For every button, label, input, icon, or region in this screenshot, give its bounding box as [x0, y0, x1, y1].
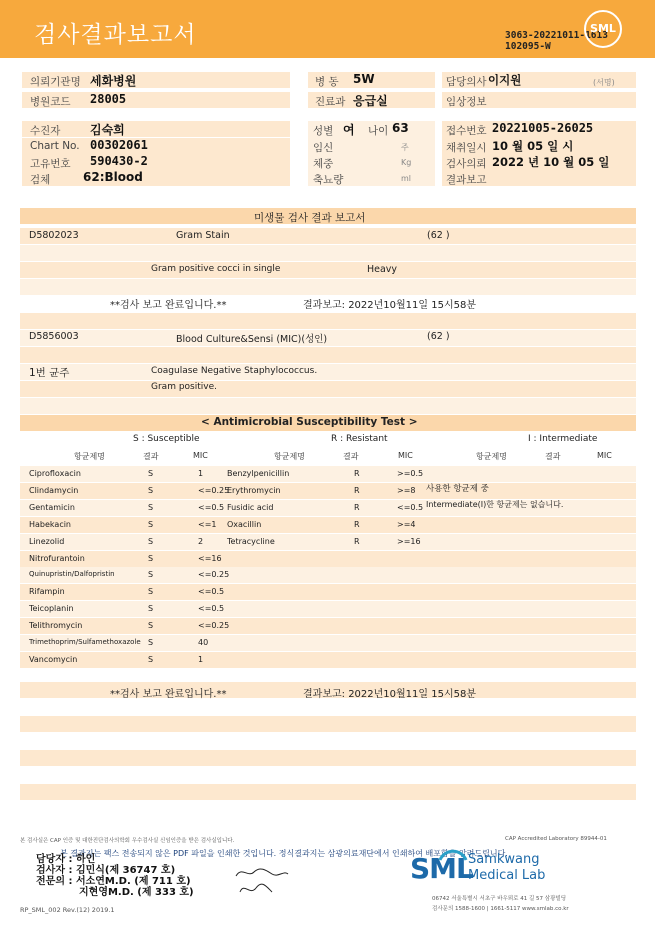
- age-label: 나이: [368, 125, 389, 137]
- ast-agent: Oxacillin: [227, 519, 262, 529]
- ast-result: S: [148, 536, 154, 546]
- urine-label: 축뇨량: [313, 174, 344, 186]
- col-mic-header: MIC: [193, 451, 208, 460]
- request-label: 검사의뢰: [446, 158, 487, 170]
- ast-agent: Nitrofurantoin: [29, 553, 85, 563]
- ast-agent: Rifampin: [29, 587, 65, 597]
- ast-agent: Tetracycline: [227, 536, 275, 546]
- ast-mic: >=16: [397, 536, 421, 546]
- dept-value: 응급실: [353, 94, 388, 108]
- ast-mic: <=0.25: [198, 621, 230, 631]
- preg-unit: 주: [401, 143, 409, 152]
- lab-name-1: Samkwang: [468, 852, 540, 867]
- test1-spec: (62 ): [427, 230, 450, 241]
- test2-spec: (62 ): [427, 331, 450, 342]
- ast-row-band: [20, 534, 636, 550]
- test2-code: D5856003: [29, 331, 79, 342]
- ast-agent: Teicoplanin: [29, 604, 74, 614]
- ast-row-band: [20, 652, 636, 668]
- ast-row-band: [20, 517, 636, 533]
- strain-name: Coagulase Negative Staphylococcus.: [151, 366, 318, 376]
- ast-result: S: [148, 519, 154, 529]
- tester: 검사자 : 김민식(제 36747 호): [36, 865, 176, 876]
- ast-result: S: [148, 485, 154, 495]
- dept-label: 진료과: [315, 96, 346, 108]
- reporter: 담당자 : 하인: [36, 854, 96, 865]
- band-row: [20, 330, 636, 346]
- ast-mic: >=8: [397, 485, 416, 495]
- sml-wordmark-icon: SML: [410, 852, 473, 885]
- sex-value: 여: [343, 123, 355, 137]
- ast-mic: 1: [198, 654, 204, 664]
- ast-agent: Ciprofloxacin: [29, 469, 81, 478]
- footer-cap: CAP Accredited Laboratory 89944-01: [505, 836, 607, 842]
- ast-result: S: [148, 621, 154, 631]
- ast-mic: <=0.25: [198, 570, 230, 580]
- ast-result: R: [354, 469, 360, 478]
- ast-agent: Erythromycin: [227, 485, 281, 495]
- preg-label: 임신: [313, 142, 334, 154]
- col-result-header: 결과: [143, 452, 159, 461]
- band-row: [20, 245, 636, 261]
- band-row: [20, 228, 636, 244]
- ast-result: S: [148, 469, 154, 478]
- ast-result: R: [354, 536, 360, 546]
- clinical-label: 임상정보: [446, 96, 487, 108]
- footer-cert-note: 본 검사실은 CAP 인증 및 대한진단검사의학회 우수검사실 신임인증을 받은 검사실입니다.: [20, 838, 235, 844]
- ast-mic: <=0.5: [198, 604, 225, 614]
- report-title: 검사결과보고서: [34, 22, 197, 48]
- age-value: 63: [392, 121, 409, 135]
- ast-agent: Clindamycin: [29, 485, 79, 495]
- band-row: [20, 364, 636, 380]
- ast-agent: Linezolid: [29, 536, 65, 546]
- ast-result: S: [148, 553, 154, 563]
- ast-row-band: [20, 483, 636, 499]
- lab-phone: 검사문의 1588-1600 | 1661-5117 www.smlab.co.kr: [432, 906, 569, 912]
- report-id-line1: 3063-20221011-1613: [505, 30, 608, 41]
- specimen-label: 검체: [30, 174, 51, 186]
- ast-agent: Vancomycin: [29, 654, 78, 664]
- legend-susceptible: S : Susceptible: [133, 434, 200, 444]
- ast-mic: <=16: [198, 553, 222, 563]
- doctor-value: 이지원: [488, 73, 522, 87]
- ast-agent: Fusidic acid: [227, 502, 274, 512]
- ast-agent: Habekacin: [29, 519, 72, 529]
- col-result-header: 결과: [343, 452, 359, 461]
- signature-icon: [232, 862, 292, 898]
- legend-intermediate: I : Intermediate: [528, 434, 598, 444]
- ast-mic: <=0.5: [198, 587, 225, 597]
- band-row: [20, 716, 636, 732]
- ast-result: S: [148, 638, 154, 647]
- code-label: 병원코드: [30, 96, 71, 108]
- band-row: [20, 279, 636, 295]
- ast-agent: Telithromycin: [29, 621, 83, 631]
- form-code: RP_SML_002 Rev.(12) 2019.1: [20, 906, 115, 914]
- ast-mic: <=1: [198, 519, 217, 529]
- ast-mic: 1: [198, 469, 204, 478]
- code-value: 28005: [90, 92, 127, 106]
- band-row: [20, 381, 636, 397]
- ast-title: < Antimicrobial Susceptibility Test >: [201, 416, 418, 428]
- ast-mic: >=4: [397, 519, 416, 529]
- ast-result: S: [148, 654, 154, 664]
- test1-name: Gram Stain: [176, 230, 230, 241]
- urine-unit: ml: [401, 174, 412, 183]
- lab-address: 06742 서울특별시 서초구 바우뫼로 41 길 57 삼광빌딩: [432, 896, 567, 902]
- ast-result: S: [148, 587, 154, 597]
- report-id-line2: 102095-W: [505, 41, 551, 52]
- band-row: [20, 313, 636, 329]
- unique-label: 고유번호: [30, 158, 71, 170]
- col-agent-header: 항균제명: [476, 452, 507, 461]
- legend-resistant: R : Resistant: [331, 434, 388, 444]
- ast-result: R: [354, 502, 360, 512]
- ast-row-band: [20, 466, 636, 482]
- done2-text: **검사 보고 완료입니다.**: [110, 689, 227, 700]
- specimen-value: 62:Blood: [83, 170, 143, 184]
- weight-unit: Kg: [401, 158, 412, 167]
- ast-mic: 40: [198, 638, 209, 647]
- ast-mic: <=0.5: [397, 502, 424, 512]
- specialist-1: 전문의 : 서소연M.D. (제 711 호): [36, 876, 191, 887]
- ast-agent: Gentamicin: [29, 502, 75, 512]
- request-value: 2022 년 10 월 05 일: [492, 155, 610, 169]
- band-row: [20, 347, 636, 363]
- done2-time: 결과보고: 2022년10월11일 15시58분: [303, 689, 477, 700]
- col-result-header: 결과: [545, 452, 561, 461]
- samkwang-logo: [410, 846, 560, 890]
- band-row: [20, 262, 636, 278]
- patient-label: 수진자: [30, 125, 61, 137]
- doctor-label: 담당의사: [446, 76, 487, 88]
- ast-result: R: [354, 519, 360, 529]
- patient-value: 김숙희: [90, 123, 125, 137]
- strain-note: Gram positive.: [151, 382, 217, 392]
- receipt-value: 20221005-26025: [492, 121, 594, 135]
- ast-agent: Benzylpenicillin: [227, 469, 290, 478]
- col-mic-header: MIC: [597, 451, 612, 460]
- test1-amount: Heavy: [367, 264, 398, 275]
- ward-value: 5W: [353, 72, 375, 86]
- ast-note-1: 사용한 항균제 중: [426, 484, 489, 494]
- report-label: 결과보고: [446, 174, 487, 186]
- ast-mic: >=0.5: [397, 469, 424, 478]
- ast-agent: Trimethoprim/Sulfamethoxazole: [29, 638, 141, 646]
- info-row-patient: [22, 121, 290, 137]
- ast-result: R: [354, 485, 360, 495]
- micro-section-title: 미생물 검사 결과 보고서: [254, 212, 366, 224]
- footer-pdf-note: 본 결과지는 팩스 전송되지 않은 PDF 파일을 인쇄한 것입니다. 정식결과지는 삼광의료재단에서 인쇄하여 배포함을 알려드립니다.: [60, 849, 508, 858]
- receipt-label: 접수번호: [446, 125, 487, 137]
- done1-text: **검사 보고 완료입니다.**: [110, 300, 227, 311]
- unique-value: 590430-2: [90, 154, 148, 168]
- done1-time: 결과보고: 2022년10월11일 15시58분: [303, 300, 477, 311]
- ast-mic: <=0.25: [198, 485, 230, 495]
- ast-mic: <=0.5: [198, 502, 225, 512]
- ast-result: S: [148, 604, 154, 614]
- hospital-label: 의뢰기관명: [30, 76, 81, 88]
- ast-note-2: Intermediate(I)한 항균제는 없습니다.: [426, 500, 564, 509]
- ast-row-band: [20, 551, 636, 567]
- chart-value: 00302061: [90, 138, 148, 152]
- ast-row-band: [20, 601, 636, 617]
- sml-arc-icon: [436, 846, 470, 886]
- strain-label: 1번 균주: [29, 367, 70, 379]
- weight-label: 체중: [313, 158, 334, 170]
- band-row: [20, 750, 636, 766]
- ast-agent: Quinupristin/Dalfopristin: [29, 570, 115, 579]
- doctor-sign: (서명): [593, 78, 615, 87]
- band-row: [20, 398, 636, 414]
- ast-mic: 2: [198, 536, 204, 546]
- test1-code: D5802023: [29, 230, 79, 241]
- report-header: [0, 0, 655, 58]
- collect-label: 채취일시: [446, 142, 487, 154]
- ast-result: S: [148, 570, 154, 580]
- chart-label: Chart No.: [30, 140, 80, 152]
- sex-label: 성별: [313, 125, 334, 137]
- col-mic-header: MIC: [398, 451, 413, 460]
- collect-value: 10 월 05 일 시: [492, 139, 574, 153]
- lab-name-2: Medical Lab: [468, 868, 546, 883]
- ward-label: 병 동: [315, 76, 339, 88]
- band-row: [20, 784, 636, 800]
- hospital-value: 세화병원: [90, 74, 137, 88]
- test2-name: Blood Culture&Sensi (MIC)(성인): [176, 334, 328, 345]
- info-row-specimen: [22, 170, 290, 186]
- ast-result: S: [148, 502, 154, 512]
- test1-result: Gram positive cocci in single: [151, 264, 281, 274]
- col-agent-header: 항균제명: [74, 452, 105, 461]
- col-agent-header: 항균제명: [274, 452, 305, 461]
- specialist-2: 지현영M.D. (제 333 호): [79, 887, 194, 898]
- ast-row-band: [20, 584, 636, 600]
- ast-row-band: [20, 618, 636, 634]
- sml-logo-icon: SML: [584, 10, 622, 48]
